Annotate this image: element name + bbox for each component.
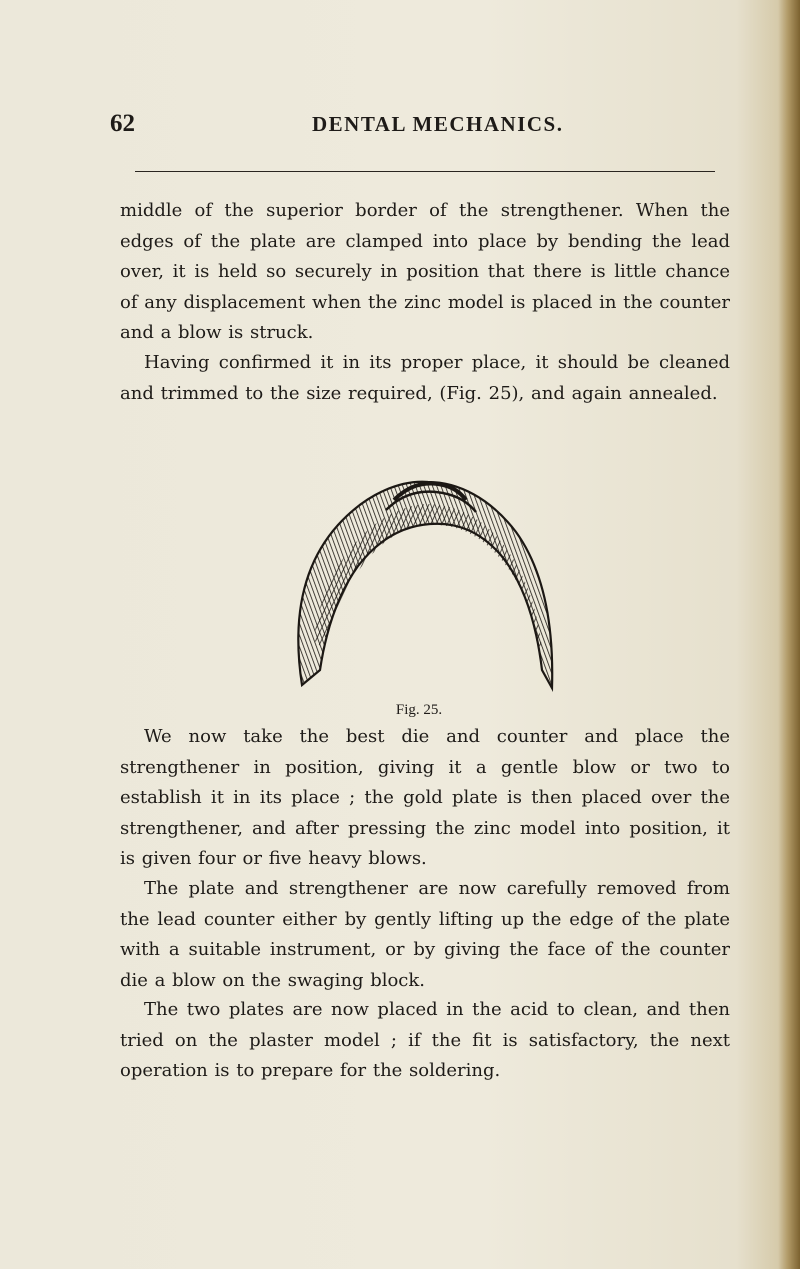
page-header [110,110,722,142]
page-number: 62 [110,110,135,137]
paragraph-4: The plate and strengthener are now carefully removed from the lead counter either by gently lifting up the edge of the plate with a suitable instrument, or by giving the face of the counter die a blow on the swaging block. [120,878,730,991]
paragraph-2: Having confirmed it in its proper place, it should be cleaned and trimmed to the size required, (Fig. 25), and again annealed. [120,352,730,404]
header-rule [135,171,715,172]
figure-caption [0,702,800,719]
paragraph-5: The two plates are now placed in the acid to clean, and then tried on the plaster model ; if the fit is satisfactory, the next operation is to prepare for the soldering. [120,999,730,1081]
paragraph-1: middle of the superior border of the strengthener. When the edges of the plate are clamped into place by bending the lead over, it is held so securely in position that there is little chance of any displacement when the zinc model is placed in the counter and a blow is struck. [120,200,730,343]
running-head: DENTAL MECHANICS. [312,112,564,136]
page-edge-shadow [778,0,800,1269]
strengthener-illustration [290,470,560,700]
figure-caption-text: Fig. 25. [395,702,443,718]
paragraph-3: We now take the best die and counter and place the strengthener in position, giving it a gentle blow or two to establish it in its place ; the gold plate is then placed over the strengthener, and after pressing the zinc model into position, it is given four or five heavy blows. [120,726,730,869]
